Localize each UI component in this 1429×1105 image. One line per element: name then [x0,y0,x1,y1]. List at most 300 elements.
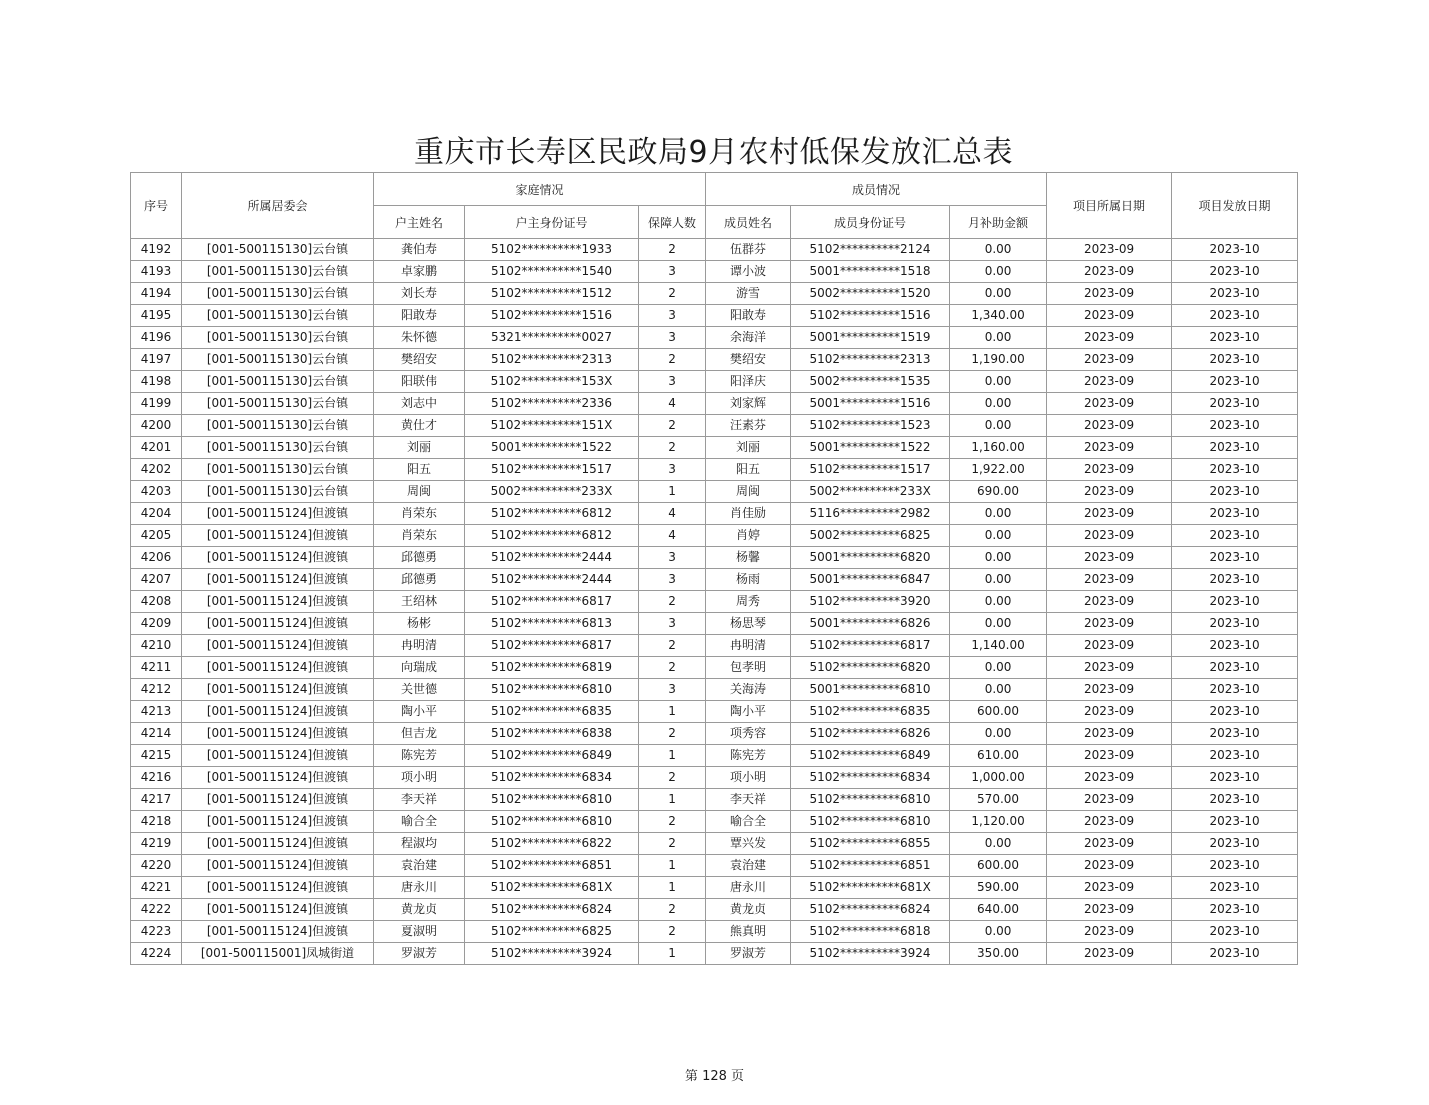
project-date-cell: 2023-09 [1047,503,1172,525]
issue-date-cell: 2023-10 [1172,811,1298,833]
committee-cell: [001-500115124]但渡镇 [182,767,374,789]
project-date-cell: 2023-09 [1047,261,1172,283]
covered-count-cell: 3 [639,547,706,569]
head-name-cell: 关世德 [374,679,465,701]
member-name-cell: 肖佳励 [706,503,791,525]
head-id-cell: 5102**********6810 [465,789,639,811]
issue-date-cell: 2023-10 [1172,393,1298,415]
monthly-amount-cell: 0.00 [950,547,1047,569]
monthly-amount-cell: 0.00 [950,569,1047,591]
committee-cell: [001-500115124]但渡镇 [182,745,374,767]
head-name-cell: 周闽 [374,481,465,503]
member-name-cell: 陈宪芳 [706,745,791,767]
head-id-cell: 5102**********1933 [465,239,639,261]
committee-cell: [001-500115124]但渡镇 [182,877,374,899]
member-id-cell: 5102**********1517 [791,459,950,481]
covered-count-cell: 1 [639,789,706,811]
member-name-cell: 樊绍安 [706,349,791,371]
monthly-amount-cell: 0.00 [950,723,1047,745]
project-date-cell: 2023-09 [1047,701,1172,723]
issue-date-cell: 2023-10 [1172,701,1298,723]
footer-suffix: 页 [731,1069,745,1084]
table-row [131,305,1298,327]
issue-date-cell: 2023-10 [1172,481,1298,503]
monthly-amount-cell: 0.00 [950,371,1047,393]
member-id-cell: 5102**********6810 [791,789,950,811]
seq-cell: 4218 [131,811,182,833]
head-id-cell: 5102**********1512 [465,283,639,305]
covered-count-cell: 1 [639,701,706,723]
monthly-amount-cell: 590.00 [950,877,1047,899]
head-name-cell: 但吉龙 [374,723,465,745]
member-name-cell: 周闽 [706,481,791,503]
member-id-cell: 5001**********6810 [791,679,950,701]
header-seq: 序号 [131,173,182,239]
table-row [131,855,1298,877]
project-date-cell: 2023-09 [1047,283,1172,305]
monthly-amount-cell: 610.00 [950,745,1047,767]
project-date-cell: 2023-09 [1047,349,1172,371]
member-id-cell: 5001**********1516 [791,393,950,415]
subsidy-summary-table [130,172,1298,965]
issue-date-cell: 2023-10 [1172,613,1298,635]
monthly-amount-cell: 640.00 [950,899,1047,921]
table-row [131,459,1298,481]
seq-cell: 4197 [131,349,182,371]
head-id-cell: 5102**********6834 [465,767,639,789]
covered-count-cell: 2 [639,811,706,833]
member-id-cell: 5102**********6826 [791,723,950,745]
head-id-cell: 5102**********6822 [465,833,639,855]
head-id-cell: 5102**********2313 [465,349,639,371]
project-date-cell: 2023-09 [1047,525,1172,547]
project-date-cell: 2023-09 [1047,767,1172,789]
table-row [131,789,1298,811]
head-name-cell: 王绍林 [374,591,465,613]
issue-date-cell: 2023-10 [1172,855,1298,877]
member-name-cell: 周秀 [706,591,791,613]
committee-cell: [001-500115124]但渡镇 [182,635,374,657]
header-member-group: 成员情况 [706,173,1047,206]
member-name-cell: 冉明清 [706,635,791,657]
head-name-cell: 李天祥 [374,789,465,811]
header-family-group: 家庭情况 [374,173,706,206]
head-id-cell: 5102**********6838 [465,723,639,745]
monthly-amount-cell: 1,340.00 [950,305,1047,327]
issue-date-cell: 2023-10 [1172,327,1298,349]
monthly-amount-cell: 0.00 [950,415,1047,437]
table-row [131,283,1298,305]
member-id-cell: 5001**********1522 [791,437,950,459]
seq-cell: 4216 [131,767,182,789]
covered-count-cell: 4 [639,503,706,525]
committee-cell: [001-500115130]云台镇 [182,239,374,261]
member-name-cell: 袁治建 [706,855,791,877]
seq-cell: 4219 [131,833,182,855]
table-row [131,745,1298,767]
monthly-amount-cell: 1,922.00 [950,459,1047,481]
head-id-cell: 5102**********153X [465,371,639,393]
member-name-cell: 刘家辉 [706,393,791,415]
project-date-cell: 2023-09 [1047,547,1172,569]
head-name-cell: 刘长寿 [374,283,465,305]
seq-cell: 4217 [131,789,182,811]
head-id-cell: 5102**********6812 [465,503,639,525]
table-row [131,547,1298,569]
covered-count-cell: 3 [639,261,706,283]
monthly-amount-cell: 600.00 [950,855,1047,877]
committee-cell: [001-500115124]但渡镇 [182,833,374,855]
table-row [131,437,1298,459]
table-row [131,327,1298,349]
member-name-cell: 肖婷 [706,525,791,547]
table-row [131,877,1298,899]
committee-cell: [001-500115130]云台镇 [182,261,374,283]
seq-cell: 4220 [131,855,182,877]
seq-cell: 4202 [131,459,182,481]
member-id-cell: 5102**********2313 [791,349,950,371]
member-name-cell: 黄龙贞 [706,899,791,921]
monthly-amount-cell: 0.00 [950,613,1047,635]
project-date-cell: 2023-09 [1047,437,1172,459]
project-date-cell: 2023-09 [1047,811,1172,833]
member-id-cell: 5001**********6820 [791,547,950,569]
member-name-cell: 阳敢寿 [706,305,791,327]
project-date-cell: 2023-09 [1047,745,1172,767]
member-id-cell: 5002**********233X [791,481,950,503]
head-id-cell: 5102**********1540 [465,261,639,283]
member-name-cell: 伍群芬 [706,239,791,261]
issue-date-cell: 2023-10 [1172,789,1298,811]
project-date-cell: 2023-09 [1047,569,1172,591]
seq-cell: 4214 [131,723,182,745]
head-id-cell: 5102**********1517 [465,459,639,481]
member-name-cell: 罗淑芳 [706,943,791,965]
member-name-cell: 喻合全 [706,811,791,833]
project-date-cell: 2023-09 [1047,393,1172,415]
committee-cell: [001-500115001]凤城街道 [182,943,374,965]
monthly-amount-cell: 600.00 [950,701,1047,723]
header-monthly-amount: 月补助金额 [950,206,1047,239]
member-id-cell: 5102**********3924 [791,943,950,965]
member-id-cell: 5102**********6817 [791,635,950,657]
issue-date-cell: 2023-10 [1172,591,1298,613]
header-head-name: 户主姓名 [374,206,465,239]
head-name-cell: 阳五 [374,459,465,481]
covered-count-cell: 1 [639,481,706,503]
member-id-cell: 5102**********6849 [791,745,950,767]
committee-cell: [001-500115124]但渡镇 [182,723,374,745]
seq-cell: 4195 [131,305,182,327]
seq-cell: 4206 [131,547,182,569]
member-id-cell: 5102**********1516 [791,305,950,327]
covered-count-cell: 2 [639,921,706,943]
issue-date-cell: 2023-10 [1172,635,1298,657]
issue-date-cell: 2023-10 [1172,349,1298,371]
committee-cell: [001-500115124]但渡镇 [182,679,374,701]
seq-cell: 4223 [131,921,182,943]
head-id-cell: 5102**********1516 [465,305,639,327]
head-id-cell: 5002**********233X [465,481,639,503]
head-id-cell: 5102**********6849 [465,745,639,767]
seq-cell: 4194 [131,283,182,305]
project-date-cell: 2023-09 [1047,679,1172,701]
head-id-cell: 5102**********6851 [465,855,639,877]
member-id-cell: 5102**********6851 [791,855,950,877]
monthly-amount-cell: 1,140.00 [950,635,1047,657]
head-name-cell: 陈宪芳 [374,745,465,767]
covered-count-cell: 1 [639,745,706,767]
member-id-cell: 5102**********681X [791,877,950,899]
member-id-cell: 5102**********6835 [791,701,950,723]
project-date-cell: 2023-09 [1047,459,1172,481]
covered-count-cell: 1 [639,877,706,899]
project-date-cell: 2023-09 [1047,327,1172,349]
committee-cell: [001-500115130]云台镇 [182,437,374,459]
head-id-cell: 5102**********6817 [465,635,639,657]
head-name-cell: 唐永川 [374,877,465,899]
table-row [131,349,1298,371]
project-date-cell: 2023-09 [1047,723,1172,745]
project-date-cell: 2023-09 [1047,415,1172,437]
table-row [131,613,1298,635]
project-date-cell: 2023-09 [1047,921,1172,943]
member-name-cell: 关海涛 [706,679,791,701]
head-id-cell: 5102**********2444 [465,547,639,569]
covered-count-cell: 2 [639,283,706,305]
committee-cell: [001-500115124]但渡镇 [182,547,374,569]
issue-date-cell: 2023-10 [1172,305,1298,327]
member-id-cell: 5001**********1518 [791,261,950,283]
head-name-cell: 罗淑芳 [374,943,465,965]
covered-count-cell: 4 [639,525,706,547]
member-name-cell: 杨雨 [706,569,791,591]
committee-cell: [001-500115124]但渡镇 [182,525,374,547]
header-member-id: 成员身份证号 [791,206,950,239]
covered-count-cell: 3 [639,613,706,635]
head-name-cell: 邱德勇 [374,569,465,591]
issue-date-cell: 2023-10 [1172,371,1298,393]
committee-cell: [001-500115130]云台镇 [182,327,374,349]
covered-count-cell: 3 [639,679,706,701]
member-id-cell: 5102**********6810 [791,811,950,833]
member-id-cell: 5002**********1520 [791,283,950,305]
member-id-cell: 5102**********6818 [791,921,950,943]
monthly-amount-cell: 1,160.00 [950,437,1047,459]
member-id-cell: 5102**********6820 [791,657,950,679]
head-name-cell: 龚伯寿 [374,239,465,261]
member-name-cell: 熊真明 [706,921,791,943]
table-row [131,393,1298,415]
head-id-cell: 5102**********6812 [465,525,639,547]
issue-date-cell: 2023-10 [1172,547,1298,569]
member-name-cell: 刘丽 [706,437,791,459]
project-date-cell: 2023-09 [1047,591,1172,613]
monthly-amount-cell: 0.00 [950,503,1047,525]
project-date-cell: 2023-09 [1047,481,1172,503]
issue-date-cell: 2023-10 [1172,921,1298,943]
monthly-amount-cell: 0.00 [950,921,1047,943]
project-date-cell: 2023-09 [1047,899,1172,921]
member-name-cell: 项小明 [706,767,791,789]
covered-count-cell: 3 [639,459,706,481]
table-row [131,679,1298,701]
table-row [131,415,1298,437]
committee-cell: [001-500115124]但渡镇 [182,789,374,811]
issue-date-cell: 2023-10 [1172,723,1298,745]
head-name-cell: 阳联伟 [374,371,465,393]
project-date-cell: 2023-09 [1047,371,1172,393]
seq-cell: 4199 [131,393,182,415]
issue-date-cell: 2023-10 [1172,459,1298,481]
head-name-cell: 程淑均 [374,833,465,855]
issue-date-cell: 2023-10 [1172,679,1298,701]
head-name-cell: 樊绍安 [374,349,465,371]
covered-count-cell: 2 [639,591,706,613]
issue-date-cell: 2023-10 [1172,833,1298,855]
header-committee: 所属居委会 [182,173,374,239]
head-name-cell: 肖荣东 [374,503,465,525]
monthly-amount-cell: 1,120.00 [950,811,1047,833]
issue-date-cell: 2023-10 [1172,525,1298,547]
issue-date-cell: 2023-10 [1172,943,1298,965]
head-name-cell: 杨彬 [374,613,465,635]
header-head-id: 户主身份证号 [465,206,639,239]
issue-date-cell: 2023-10 [1172,877,1298,899]
covered-count-cell: 2 [639,437,706,459]
table-row [131,481,1298,503]
table-row [131,811,1298,833]
seq-cell: 4207 [131,569,182,591]
committee-cell: [001-500115130]云台镇 [182,371,374,393]
committee-cell: [001-500115130]云台镇 [182,459,374,481]
project-date-cell: 2023-09 [1047,613,1172,635]
committee-cell: [001-500115130]云台镇 [182,393,374,415]
head-name-cell: 项小明 [374,767,465,789]
committee-cell: [001-500115130]云台镇 [182,481,374,503]
seq-cell: 4209 [131,613,182,635]
seq-cell: 4221 [131,877,182,899]
monthly-amount-cell: 690.00 [950,481,1047,503]
member-id-cell: 5001**********6847 [791,569,950,591]
monthly-amount-cell: 0.00 [950,525,1047,547]
project-date-cell: 2023-09 [1047,635,1172,657]
member-id-cell: 5102**********6855 [791,833,950,855]
table-row [131,943,1298,965]
table-row [131,239,1298,261]
member-id-cell: 5116**********2982 [791,503,950,525]
committee-cell: [001-500115124]但渡镇 [182,591,374,613]
table-row [131,657,1298,679]
committee-cell: [001-500115130]云台镇 [182,305,374,327]
covered-count-cell: 1 [639,855,706,877]
head-name-cell: 喻合全 [374,811,465,833]
monthly-amount-cell: 1,190.00 [950,349,1047,371]
member-name-cell: 阳泽庆 [706,371,791,393]
seq-cell: 4198 [131,371,182,393]
member-name-cell: 覃兴发 [706,833,791,855]
member-name-cell: 余海洋 [706,327,791,349]
head-name-cell: 冉明清 [374,635,465,657]
member-name-cell: 李天祥 [706,789,791,811]
page-title: 重庆市长寿区民政局9月农村低保发放汇总表 [413,135,1014,170]
member-name-cell: 陶小平 [706,701,791,723]
table-row [131,767,1298,789]
head-name-cell: 刘志中 [374,393,465,415]
project-date-cell: 2023-09 [1047,833,1172,855]
member-id-cell: 5102**********3920 [791,591,950,613]
monthly-amount-cell: 1,000.00 [950,767,1047,789]
seq-cell: 4201 [131,437,182,459]
seq-cell: 4208 [131,591,182,613]
head-id-cell: 5321**********0027 [465,327,639,349]
covered-count-cell: 2 [639,415,706,437]
table-row [131,503,1298,525]
member-id-cell: 5001**********6826 [791,613,950,635]
header-issue-date: 项目发放日期 [1172,173,1298,239]
seq-cell: 4193 [131,261,182,283]
head-name-cell: 邱德勇 [374,547,465,569]
issue-date-cell: 2023-10 [1172,657,1298,679]
covered-count-cell: 2 [639,899,706,921]
head-id-cell: 5102**********6817 [465,591,639,613]
head-id-cell: 5102**********6810 [465,679,639,701]
head-id-cell: 5102**********3924 [465,943,639,965]
project-date-cell: 2023-09 [1047,305,1172,327]
seq-cell: 4224 [131,943,182,965]
head-name-cell: 肖荣东 [374,525,465,547]
header-member-name: 成员姓名 [706,206,791,239]
table-row [131,525,1298,547]
page-footer [0,1068,1429,1086]
covered-count-cell: 2 [639,349,706,371]
seq-cell: 4215 [131,745,182,767]
table-row [131,261,1298,283]
member-name-cell: 汪素芬 [706,415,791,437]
committee-cell: [001-500115124]但渡镇 [182,701,374,723]
member-name-cell: 唐永川 [706,877,791,899]
covered-count-cell: 3 [639,327,706,349]
member-name-cell: 谭小波 [706,261,791,283]
covered-count-cell: 2 [639,767,706,789]
monthly-amount-cell: 0.00 [950,283,1047,305]
seq-cell: 4196 [131,327,182,349]
head-id-cell: 5001**********1522 [465,437,639,459]
member-id-cell: 5102**********1523 [791,415,950,437]
seq-cell: 4211 [131,657,182,679]
member-id-cell: 5001**********1519 [791,327,950,349]
issue-date-cell: 2023-10 [1172,503,1298,525]
member-id-cell: 5102**********6834 [791,767,950,789]
committee-cell: [001-500115124]但渡镇 [182,855,374,877]
issue-date-cell: 2023-10 [1172,283,1298,305]
committee-cell: [001-500115124]但渡镇 [182,899,374,921]
head-name-cell: 黄龙贞 [374,899,465,921]
table-row [131,371,1298,393]
committee-cell: [001-500115130]云台镇 [182,283,374,305]
table-body [131,239,1298,965]
head-id-cell: 5102**********6824 [465,899,639,921]
seq-cell: 4200 [131,415,182,437]
head-name-cell: 黄仕才 [374,415,465,437]
table-row [131,921,1298,943]
committee-cell: [001-500115124]但渡镇 [182,657,374,679]
monthly-amount-cell: 0.00 [950,657,1047,679]
covered-count-cell: 3 [639,569,706,591]
monthly-amount-cell: 350.00 [950,943,1047,965]
seq-cell: 4204 [131,503,182,525]
seq-cell: 4212 [131,679,182,701]
